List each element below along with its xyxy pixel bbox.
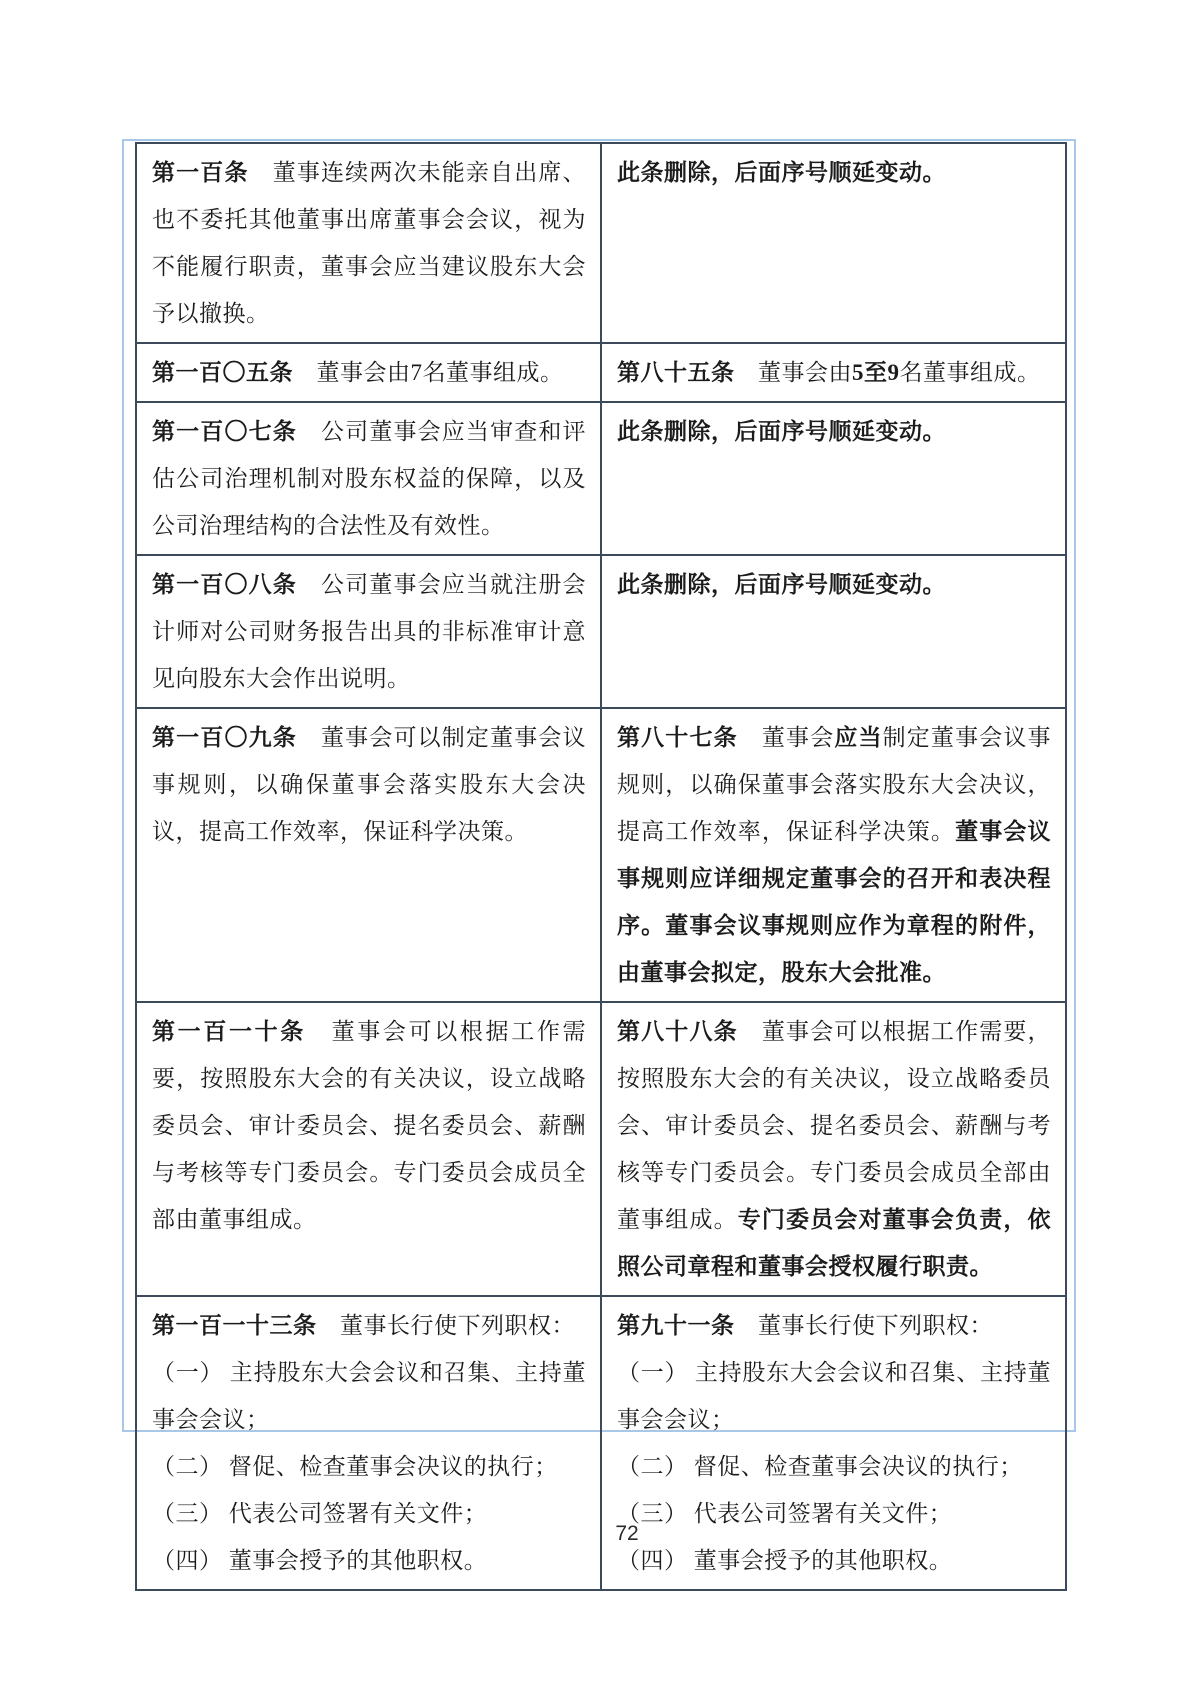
text-segment: 名董事组成。 [899, 360, 1041, 385]
table-row [136, 1002, 1066, 1296]
text-segment: （二） 督促、检查董事会决议的执行； [617, 1454, 1023, 1479]
text-segment: （三） 代表公司签署有关文件； [617, 1501, 953, 1526]
text-segment: 董事会可以制定董事会议事规则，以确保董事会落实股东大会决议，提高工作效率，保证科学决策。 [152, 725, 587, 844]
text-segment: （一） 主持股东大会会议和召集、主持董事会会议； [617, 1360, 1051, 1432]
article-paragraph [617, 1008, 1051, 1290]
bold-text-segment: 专门委员会对董事会负责，依照公司章程和董事会授权履行职责。 [617, 1207, 1052, 1279]
bold-text-segment: 第一百〇七条 [152, 419, 297, 444]
bold-text-segment: 第八十八条 [617, 1019, 738, 1044]
text-segment: （三） 代表公司签署有关文件； [152, 1501, 488, 1526]
text-segment: 董事长行使下列职权： [316, 1313, 575, 1338]
bold-text-segment: 第一百〇九条 [152, 725, 297, 750]
revised-article-cell [601, 555, 1066, 708]
revised-article-cell [601, 402, 1066, 555]
bold-text-segment: 董事会议事规则应详细规定董事会的召开和表决程序。董事会议事规则应作为章程的附件，由董事会拟定，股东大会批准。 [617, 819, 1052, 985]
old-article-cell [136, 343, 601, 402]
text-segment: （二） 督促、检查董事会决议的执行； [152, 1454, 558, 1479]
table-row [136, 555, 1066, 708]
bold-text-segment: 第一百〇八条 [152, 572, 297, 597]
bold-text-segment: 第一百〇五条 [152, 360, 293, 385]
bold-text-segment: 此条删除，后面序号顺延变动。 [617, 419, 946, 444]
article-paragraph [617, 1302, 1051, 1349]
article-paragraph [617, 149, 1051, 196]
article-paragraph [617, 349, 1051, 396]
old-article-cell [136, 708, 601, 1002]
text-segment: （四） 董事会授予的其他职权。 [617, 1548, 953, 1573]
bold-text-segment: 第八十五条 [617, 360, 735, 385]
bold-text-segment: 第一百一十条 [152, 1019, 306, 1044]
article-paragraph [152, 149, 586, 337]
old-article-cell [136, 1002, 601, 1296]
text-segment: （四） 董事会授予的其他职权。 [152, 1548, 488, 1573]
article-paragraph [152, 1302, 586, 1349]
text-segment: 董事会可以根据工作需要，按照股东大会的有关决议，设立战略委员会、审计委员会、提名委员会、薪酬与考核等专门委员会。专门委员会成员全部由董事组成。 [152, 1019, 586, 1232]
revised-article-cell [601, 143, 1066, 343]
bold-text-segment: 第八十七条 [617, 725, 738, 750]
article-paragraph [152, 1349, 586, 1443]
old-article-cell [136, 143, 601, 343]
articles-comparison-table [135, 142, 1067, 1591]
text-segment: 董事长行使下列职权： [734, 1313, 993, 1338]
text-segment: 公司董事会应当审查和评估公司治理机制对股东权益的保障，以及公司治理结构的合法性及有效性。 [152, 419, 587, 538]
bold-text-segment: 第九十一条 [617, 1313, 735, 1338]
text-segment: 董事会可以根据工作需要，按照股东大会的有关决议，设立战略委员会、审计委员会、提名委员会、薪酬与考核等专门委员会。专门委员会成员全部由董事组成。 [617, 1019, 1052, 1232]
old-article-cell [136, 555, 601, 708]
article-paragraph [617, 1349, 1051, 1443]
bold-text-segment: 此条删除，后面序号顺延变动。 [617, 572, 946, 597]
text-segment: 董事会由7名董事组成。 [293, 360, 564, 385]
table-row [136, 402, 1066, 555]
page-number: 72 [615, 1522, 639, 1545]
text-segment: （一） 主持股东大会会议和召集、主持董事会会议； [152, 1360, 586, 1432]
table-row [136, 143, 1066, 343]
article-paragraph [152, 1008, 586, 1243]
bold-text-segment: 此条删除，后面序号顺延变动。 [617, 160, 946, 185]
bold-text-segment: 5至9 [852, 360, 900, 385]
revised-article-cell [601, 708, 1066, 1002]
text-segment: 公司董事会应当就注册会计师对公司财务报告出具的非标准审计意见向股东大会作出说明。 [152, 572, 587, 691]
revised-article-cell [601, 343, 1066, 402]
table-row [136, 343, 1066, 402]
bold-text-segment: 第一百条 [152, 160, 249, 185]
article-paragraph [152, 408, 586, 549]
article-paragraph [152, 1443, 586, 1490]
article-paragraph [617, 714, 1051, 996]
text-segment: 董事会由 [734, 360, 852, 385]
bold-text-segment: 第一百一十三条 [152, 1313, 317, 1338]
old-article-cell [136, 402, 601, 555]
bold-text-segment: 应当 [834, 725, 883, 750]
article-paragraph [152, 561, 586, 702]
article-paragraph [617, 1443, 1051, 1490]
article-paragraph [617, 561, 1051, 608]
text-segment: 董事会 [737, 725, 835, 750]
article-paragraph [152, 349, 586, 396]
comparison-table-body [136, 143, 1066, 1590]
revised-article-cell [601, 1002, 1066, 1296]
table-row [136, 708, 1066, 1002]
text-segment: 董事连续两次未能亲自出席、也不委托其他董事出席董事会会议，视为不能履行职责，董事会应当建议股东大会予以撤换。 [152, 160, 587, 326]
article-paragraph [617, 408, 1051, 455]
article-paragraph [152, 714, 586, 855]
text-segment: 制定董事会议事规则，以确保董事会落实股东大会决议，提高工作效率，保证科学决策。 [617, 725, 1052, 844]
